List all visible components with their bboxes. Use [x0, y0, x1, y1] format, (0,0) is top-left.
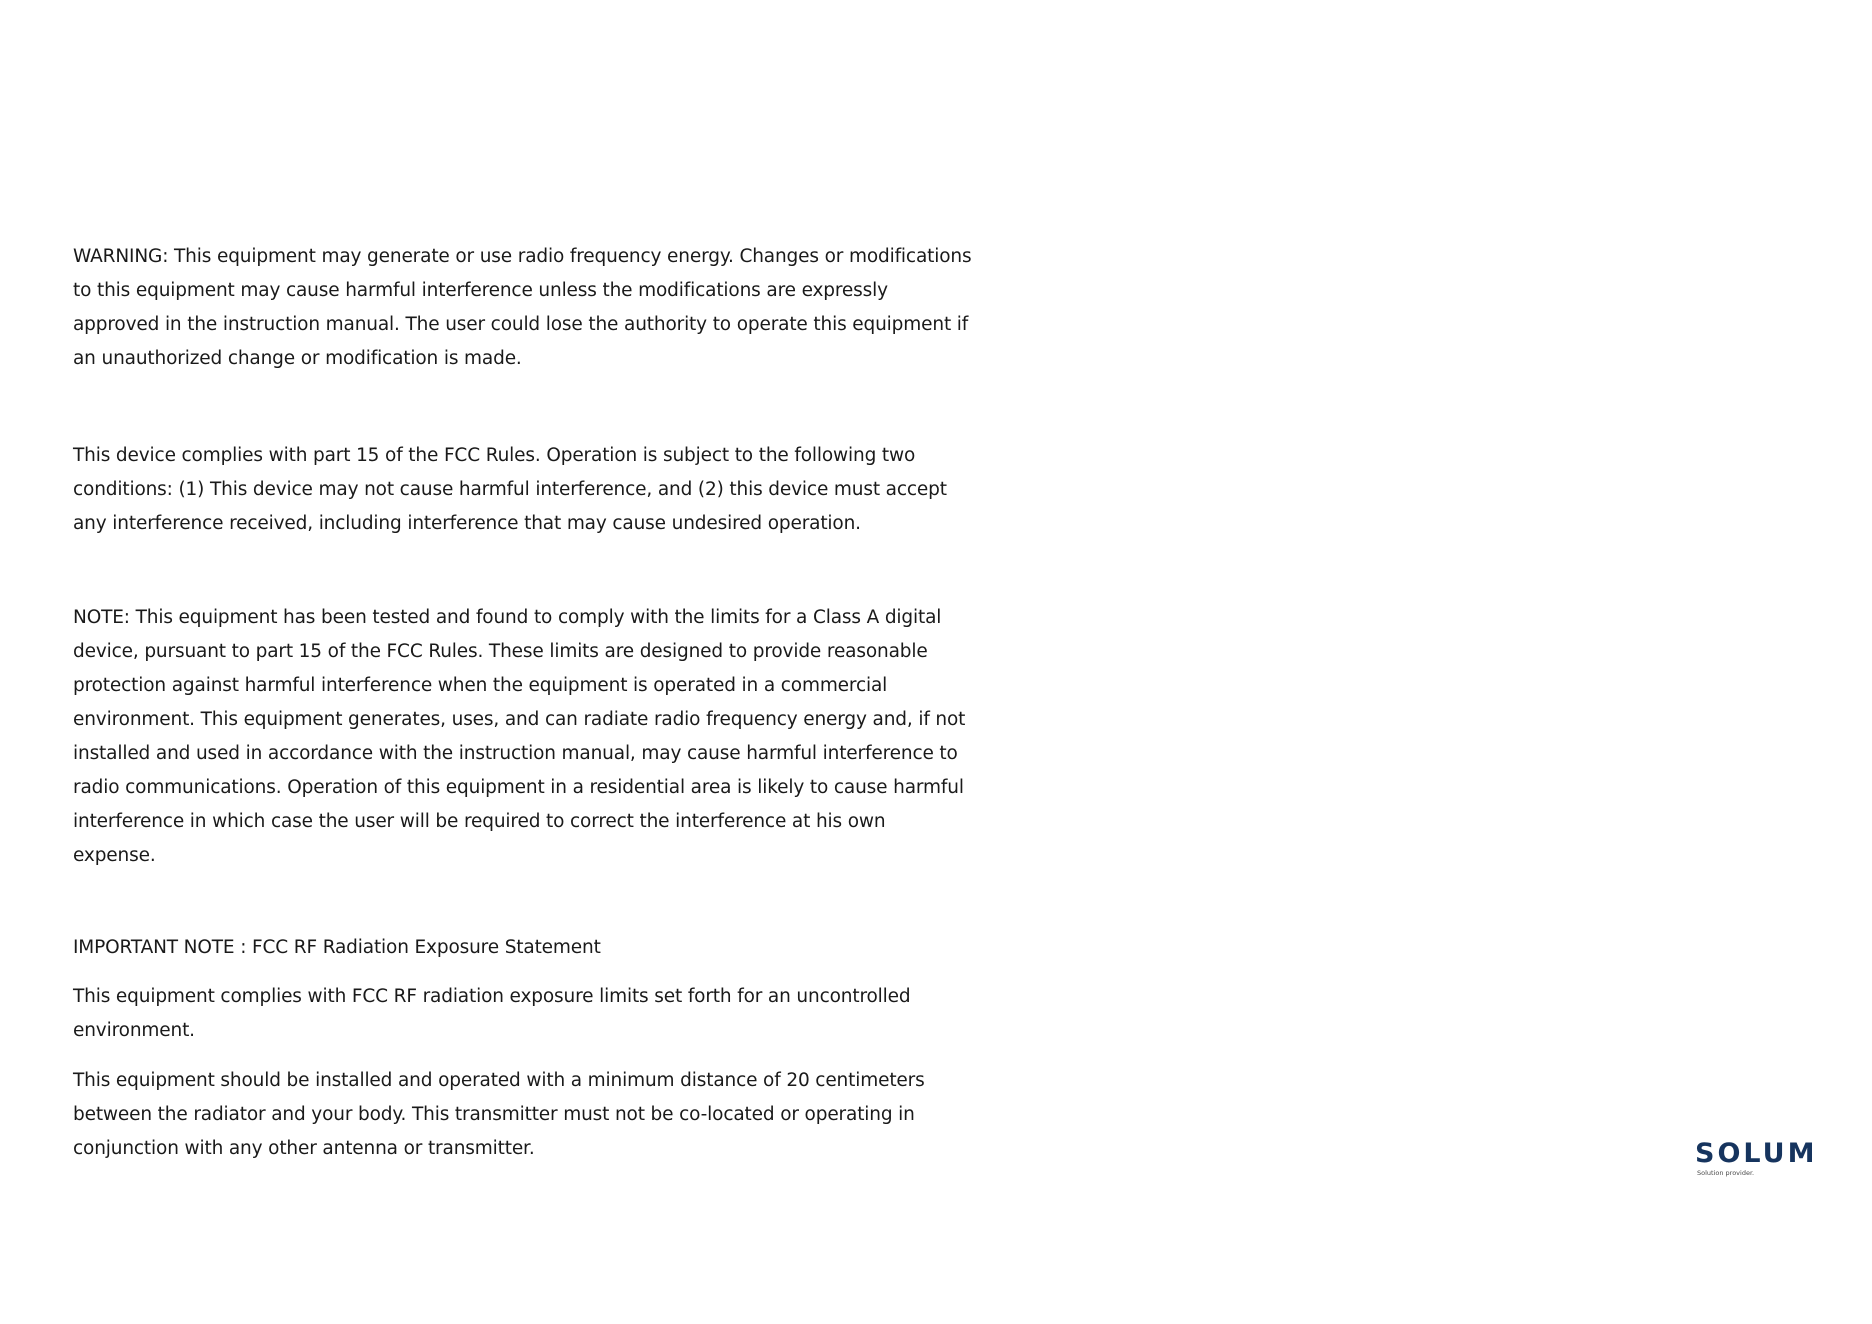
logo-wordmark: SOLUM — [1695, 1138, 1818, 1169]
logo-tagline: Solution provider. — [1697, 1169, 1755, 1177]
solum-logo — [1695, 1139, 1821, 1179]
rf-exposure-heading: IMPORTANT NOTE : FCC RF Radiation Exposure Statement — [73, 937, 601, 958]
fcc-compliance-paragraph: This device complies with part 15 of the FCC Rules. Operation is subject to the following two conditions: (1) This device may not cause harmful interference, and (2) this device must accept any interference received, including interference that may cause undesired operation. — [73, 445, 947, 534]
document-body — [73, 240, 973, 1166]
warning-paragraph: WARNING: This equipment may generate or use radio frequency energy. Changes or modifications to this equipment may cause harmful interference unless the modifications are expressly approved in the instruction manual. The user could lose the authority to operate this equipment if an unauthorized change or modification is made. — [73, 246, 972, 369]
class-a-note-paragraph: NOTE: This equipment has been tested and found to comply with the limits for a Class A digital device, pursuant to part 15 of the FCC Rules. These limits are designed to provide reasonable protection against harmful interference when the equipment is operated in a commercial environment. This equipment generates, uses, and can radiate radio frequency energy and, if not installed and used in accordance with the instruction manual, may cause harmful interference to radio communications. Operation of this equipment in a residential area is likely to cause harmful interference in which case the user will be required to correct the interference at his own expense. — [73, 607, 966, 866]
rf-exposure-distance-paragraph: This equipment should be installed and operated with a minimum distance of 20 centimeters between the radiator and your body. This transmitter must not be co-located or operating in conjunction with any other antenna or transmitter. — [73, 1070, 925, 1159]
rf-exposure-limits-paragraph: This equipment complies with FCC RF radiation exposure limits set forth for an uncontrolled environment. — [73, 986, 911, 1041]
